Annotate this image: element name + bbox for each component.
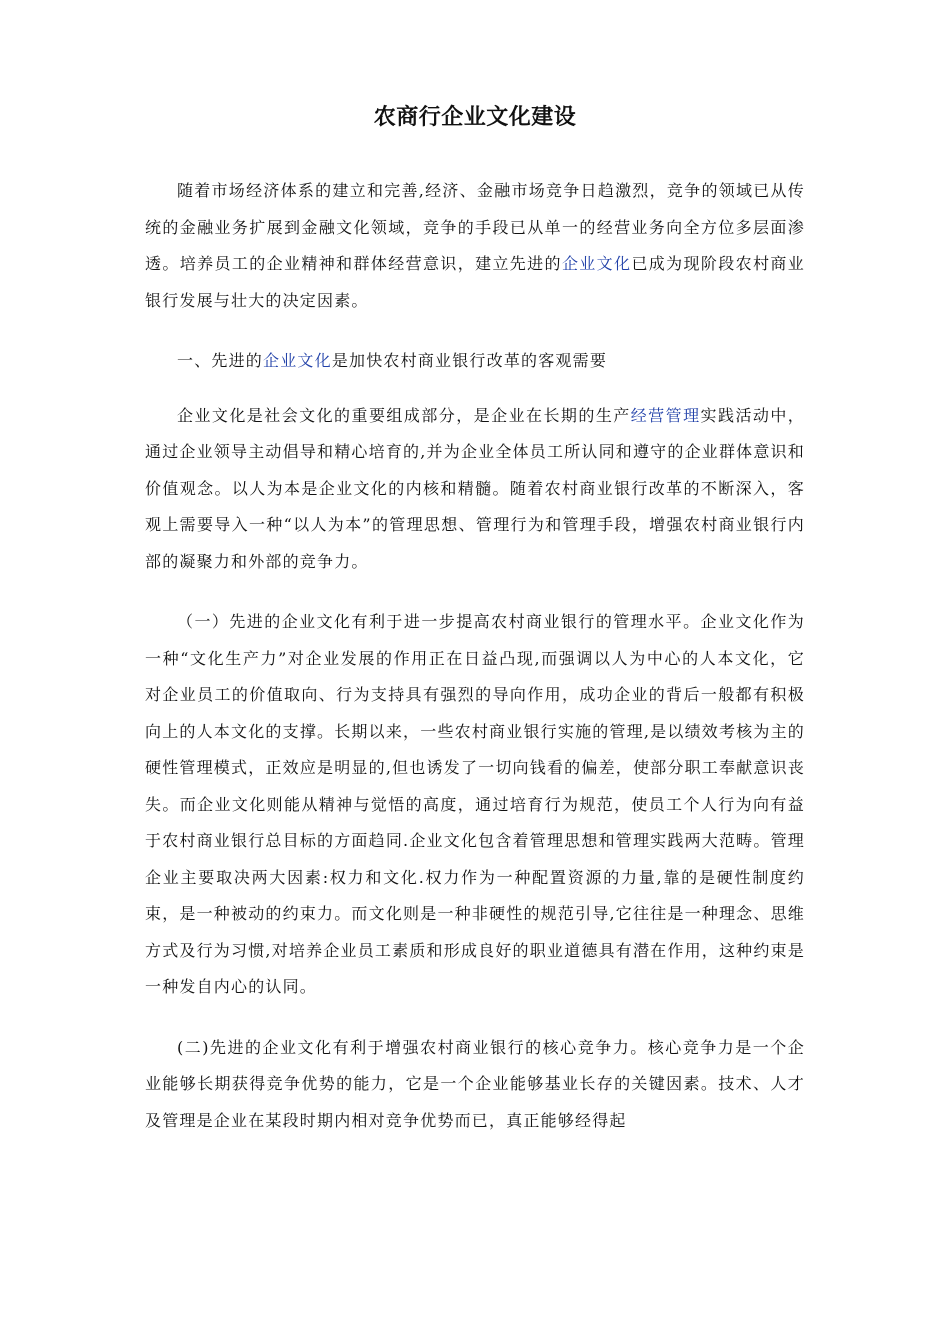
paragraph-point-2 (145, 1030, 805, 1140)
paragraph-text: (二)先进的企业文化有利于增强农村商业银行的核心竞争力。核心竞争力是一个企业能够长期获得竞争优势的能力，它是一个企业能够基业长存的关键因素。技术、人才及管理是企业在某段时期内相对竞争优势而已，真正能够经得起 (145, 1037, 805, 1130)
paragraph-text: 已成为现阶段农村商业银行发展与壮大的决定因素。 (145, 254, 805, 310)
link-enterprise-culture[interactable]: 企业文化 (561, 254, 632, 273)
paragraph-text: 企业文化是社会文化的重要组成部分，是企业在长期的生产 (177, 405, 631, 425)
paragraph-text: （一）先进的企业文化有利于进一步提高农村商业银行的管理水平。企业文化作为一种“文化生产力”对企业发展的作用正在日益凸现,而强调以人为中心的人本文化，它对企业员工的价值取向、行为支持具有强烈的导向作用，成功企业的背后一般都有积极向上的人本文化的支撑。长期以来，一些农村商业银行实施的管理,是以绩效考核为主的硬性管理模式，正效应是明显的,但也诱发了一切向钱看的偏差，使部分职工奉献意识丧失。而企业文化则能从精神与觉悟的高度，通过培育行为规范，使员工个人行为向有益于农村商业银行总目标的方面趋同.企业文化包含着管理思想和管理实践两大范畴。管理企业主要取决两大因素:权力和文化.权力作为一种配置资源的力量,靠的是硬性制度约束，是一种被动的约束力。而文化则是一种非硬性的规范引导,它往往是一种理念、思维方式及行为习惯,对培养企业员工素质和形成良好的职业道德具有潜在作用，这种约束是一种发自内心的认同。 (145, 612, 805, 996)
paragraph-intro (145, 173, 805, 319)
heading-text: 是加快农村商业银行改革的客观需要 (331, 351, 608, 370)
section-heading-1 (145, 343, 805, 380)
link-business-management[interactable]: 经营管理 (630, 405, 701, 425)
document-title: 农商行企业文化建设 (373, 105, 577, 130)
document-body (145, 173, 805, 1163)
paragraph-text: 随着市场经济体系的建立和完善,经济、金融市场竞争日趋激烈，竞争的领域已从传统的金融业务扩展到金融文化领域，竞争的手段已从单一的经营业务向全方位多层面渗透。培养员工的企业精神和群体经营意识，建立先进的 (145, 181, 805, 273)
heading-text: 一、先进的 (177, 351, 264, 370)
paragraph-definition (145, 398, 805, 581)
paragraph-text: 实践活动中，通过企业领导主动倡导和精心培育的,并为企业全体员工所认同和遵守的企业群体意识和价值观念。以人为本是企业文化的内核和精髓。随着农村商业银行改革的不断深入，客观上需要导入一种“以人为本”的管理思想、管理行为和管理手段，增强农村商业银行内部的凝聚力和外部的竞争力。 (145, 405, 806, 571)
link-enterprise-culture[interactable]: 企业文化 (263, 351, 332, 370)
paragraph-point-1 (145, 604, 805, 1006)
